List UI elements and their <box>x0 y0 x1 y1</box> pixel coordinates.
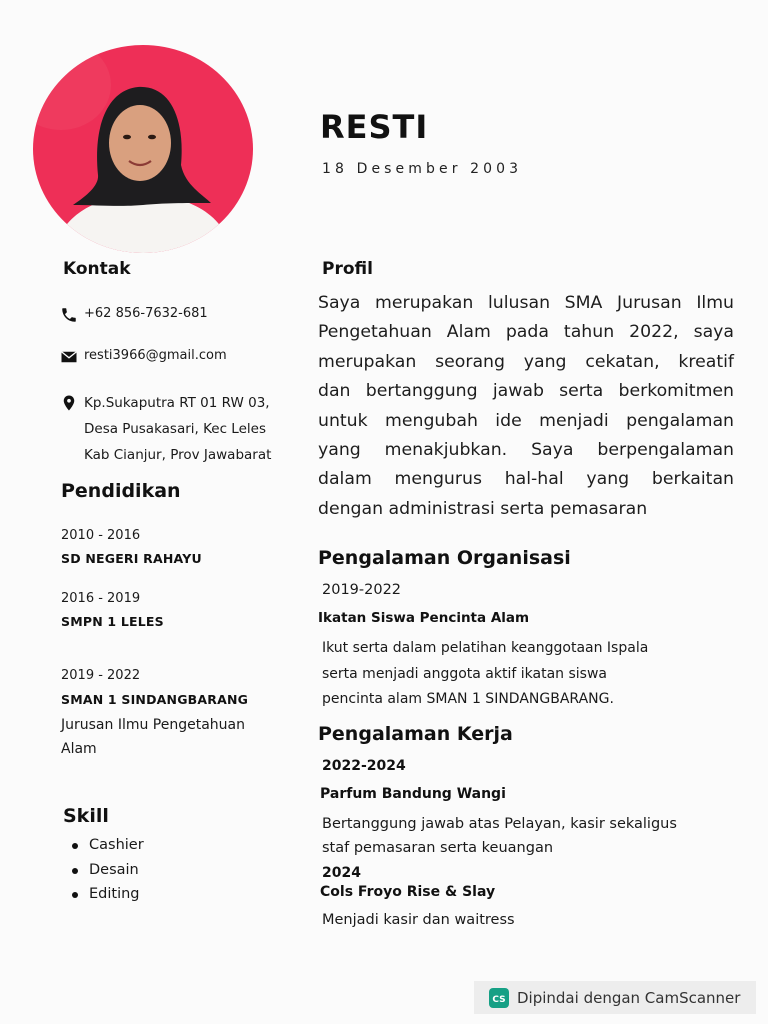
phone-icon <box>60 306 78 324</box>
profile-paragraph <box>318 289 734 524</box>
camscanner-watermark <box>474 981 756 1014</box>
education-school: SMPN 1 LELES <box>61 614 164 629</box>
education-major-line: Alam <box>61 741 97 757</box>
profile-line: dalam mengurus hal-hal yang berkaitan <box>318 469 734 490</box>
education-years: 2016 - 2019 <box>61 591 141 606</box>
skill-list <box>70 833 144 907</box>
profile-line: yang menakjubkan. Saya berpengalaman <box>318 440 734 461</box>
work-heading: Pengalaman Kerja <box>318 723 513 745</box>
phone-number: +62 856-7632-681 <box>84 306 208 321</box>
profile-line: untuk mengubah ide menjadi pengalaman <box>318 410 734 431</box>
camscanner-logo-icon <box>489 988 509 1008</box>
education-school: SMAN 1 SINDANGBARANG <box>61 692 249 707</box>
work-description-line: staf pemasaran serta keuangan <box>322 840 554 856</box>
work-description-line: Bertanggung jawab atas Pelayan, kasir sekaligus <box>322 816 677 832</box>
skill-heading: Skill <box>63 805 109 827</box>
organization-description <box>322 636 722 713</box>
profile-line: Saya merupakan lulusan SMA Jurusan Ilmu <box>318 293 734 313</box>
work-description <box>322 908 722 932</box>
education-major-line: Jurusan Ilmu Pengetahuan <box>61 717 246 733</box>
contact-address <box>60 390 289 468</box>
organization-description-line: Ikut serta dalam pelatihan keanggotaan Ispala <box>322 640 649 656</box>
contact-heading: Kontak <box>63 259 131 279</box>
email-address: resti3966@gmail.com <box>84 348 227 363</box>
work-years: 2024 <box>322 865 361 881</box>
education-years: 2010 - 2016 <box>61 528 141 543</box>
profile-heading: Profil <box>322 259 373 279</box>
work-company: Parfum Bandung Wangi <box>320 786 506 802</box>
address-line: Desa Pusakasari, Kec Leles <box>84 421 266 437</box>
work-description <box>322 812 722 860</box>
envelope-icon <box>60 348 78 366</box>
date-of-birth: 18 Desember 2003 <box>322 161 523 177</box>
profile-line: Pengetahuan Alam pada tahun 2022, saya <box>318 322 734 343</box>
education-years: 2019 - 2022 <box>61 668 141 683</box>
work-company: Cols Froyo Rise & Slay <box>320 884 496 900</box>
work-description-line: Menjadi kasir dan waitress <box>322 912 515 928</box>
profile-line: merupakan seorang yang cekatan, kreatif <box>318 351 734 372</box>
education-school: SD NEGERI RAHAYU <box>61 551 202 566</box>
profile-line: dan bertanggung jawab serta berkomitmen <box>318 381 734 402</box>
location-pin-icon <box>60 394 78 412</box>
organization-heading: Pengalaman Organisasi <box>318 547 571 569</box>
organization-description-line: pencinta alam SMAN 1 SINDANGBARANG. <box>322 691 614 707</box>
organization-description-line: serta menjadi anggota aktif ikatan siswa <box>322 665 607 682</box>
contact-email <box>60 348 227 366</box>
education-heading: Pendidikan <box>61 480 181 502</box>
profile-photo <box>33 45 253 253</box>
organization-name: Ikatan Siswa Pencinta Alam <box>318 610 530 626</box>
person-name: RESTI <box>320 108 429 146</box>
skill-item: Editing <box>70 882 144 907</box>
address-line: Kp.Sukaputra RT 01 RW 03, <box>84 395 270 411</box>
svg-text:CS: CS <box>492 994 506 1005</box>
profile-line: dengan administrasi serta pemasaran <box>318 498 648 519</box>
contact-phone <box>60 306 208 324</box>
skill-item: Desain <box>70 858 144 883</box>
address-text <box>84 390 289 468</box>
organization-years: 2019-2022 <box>322 582 402 598</box>
work-years: 2022-2024 <box>322 758 406 774</box>
education-major <box>61 713 281 761</box>
skill-item: Cashier <box>70 833 144 858</box>
address-line: Kab Cianjur, Prov Jawabarat <box>84 447 272 463</box>
camscanner-text: Dipindai dengan CamScanner <box>517 988 741 1007</box>
